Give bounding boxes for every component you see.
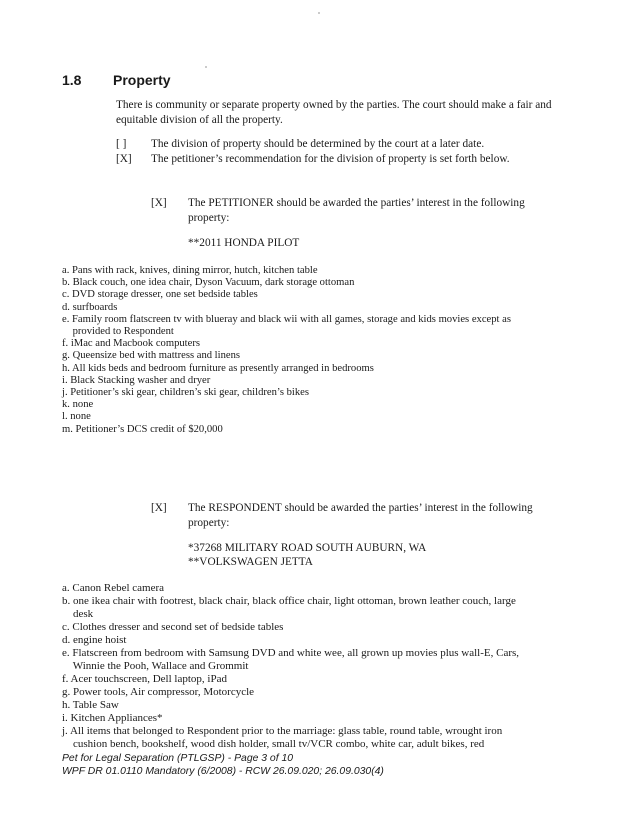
section-title: Property: [113, 72, 171, 88]
scan-speck: [205, 66, 207, 68]
list-item: h. All kids beds and bedroom furniture as presently arranged in bedrooms: [62, 362, 374, 374]
list-item: g. Queensize bed with mattress and linens: [62, 350, 240, 362]
respondent-line-2: property:: [188, 517, 230, 529]
footer-form-title: Pet for Legal Separation (PTLGSP) - Page 3 of 10: [62, 753, 294, 764]
intro-line-2: equitable division of all the property.: [116, 114, 283, 126]
petitioner-line-2: property:: [188, 212, 230, 224]
petitioner-vehicle: **2011 HONDA PILOT: [188, 237, 300, 249]
list-item: cushion bench, bookshelf, wood dish holder, small tv/VCR combo, white car, adult bikes, red: [62, 738, 485, 750]
respondent-checkbox[interactable]: [X]: [151, 502, 167, 514]
list-item: a. Pans with rack, knives, dining mirror, hutch, kitchen table: [62, 265, 318, 276]
respondent-line-1: The RESPONDENT should be awarded the parties’ interest in the following: [188, 502, 533, 514]
footer-form-code: WPF DR 01.0110 Mandatory (6/2008) - RCW 26.09.020; 26.09.030(4): [62, 766, 384, 777]
list-item: e. Family room flatscreen tv with blueray and black wii with all games, storage and kids movies except as: [62, 313, 511, 325]
option-recommendation-checkbox[interactable]: [X]: [116, 153, 132, 165]
list-item: k. none: [62, 399, 94, 411]
list-item: provided to Respondent: [62, 326, 174, 338]
list-item: b. one ikea chair with footrest, black chair, black office chair, light ottoman, brown leather couch, large: [62, 595, 516, 607]
list-item: e. Flatscreen from bedroom with Samsung DVD and white wee, all grown up movies plus wall-E, Cars,: [62, 647, 520, 659]
list-item: desk: [62, 608, 94, 620]
petitioner-item-list: [62, 265, 511, 436]
respondent-address: *37268 MILITARY ROAD SOUTH AUBURN, WA: [188, 542, 427, 554]
respondent-item-list: [62, 582, 519, 751]
list-item: m. Petitioner’s DCS credit of $20,000: [62, 423, 223, 435]
list-item: Winnie the Pooh, Wallace and Grommit: [62, 660, 249, 672]
petitioner-checkbox[interactable]: [X]: [151, 197, 167, 209]
list-item: j. Petitioner’s ski gear, children’s ski gear, children’s bikes: [62, 387, 309, 399]
list-item: f. iMac and Macbook computers: [62, 338, 200, 350]
list-item: f. Acer touchscreen, Dell laptop, iPad: [62, 673, 227, 685]
list-item: d. engine hoist: [62, 634, 127, 646]
list-item: i. Black Stacking washer and dryer: [62, 374, 211, 386]
list-item: c. DVD storage dresser, one set bedside tables: [62, 289, 258, 301]
option-later-checkbox[interactable]: [ ]: [116, 138, 127, 150]
list-item: l. none: [62, 411, 91, 423]
list-item: d. surfboards: [62, 301, 118, 313]
list-item: g. Power tools, Air compressor, Motorcycle: [62, 686, 255, 698]
list-item: j. All items that belonged to Respondent prior to the marriage: glass table, round table, wrought iron: [62, 725, 503, 737]
option-recommendation-text: The petitioner’s recommendation for the division of property is set forth below.: [151, 153, 510, 165]
list-item: i. Kitchen Appliances*: [62, 712, 163, 724]
list-item: b. Black couch, one idea chair, Dyson Vacuum, dark storage ottoman: [62, 277, 355, 289]
scan-speck: [318, 12, 320, 14]
list-item: a. Canon Rebel camera: [62, 582, 165, 594]
list-item: h. Table Saw: [62, 699, 119, 711]
petitioner-line-1: The PETITIONER should be awarded the parties’ interest in the following: [188, 197, 525, 209]
option-later-text: The division of property should be determined by the court at a later date.: [151, 138, 485, 150]
intro-line-1: There is community or separate property owned by the parties. The court should make a fair and: [116, 99, 552, 111]
section-number: 1.8: [62, 72, 82, 88]
respondent-vehicle: **VOLKSWAGEN JETTA: [188, 556, 313, 568]
list-item: c. Clothes dresser and second set of bedside tables: [62, 621, 284, 633]
